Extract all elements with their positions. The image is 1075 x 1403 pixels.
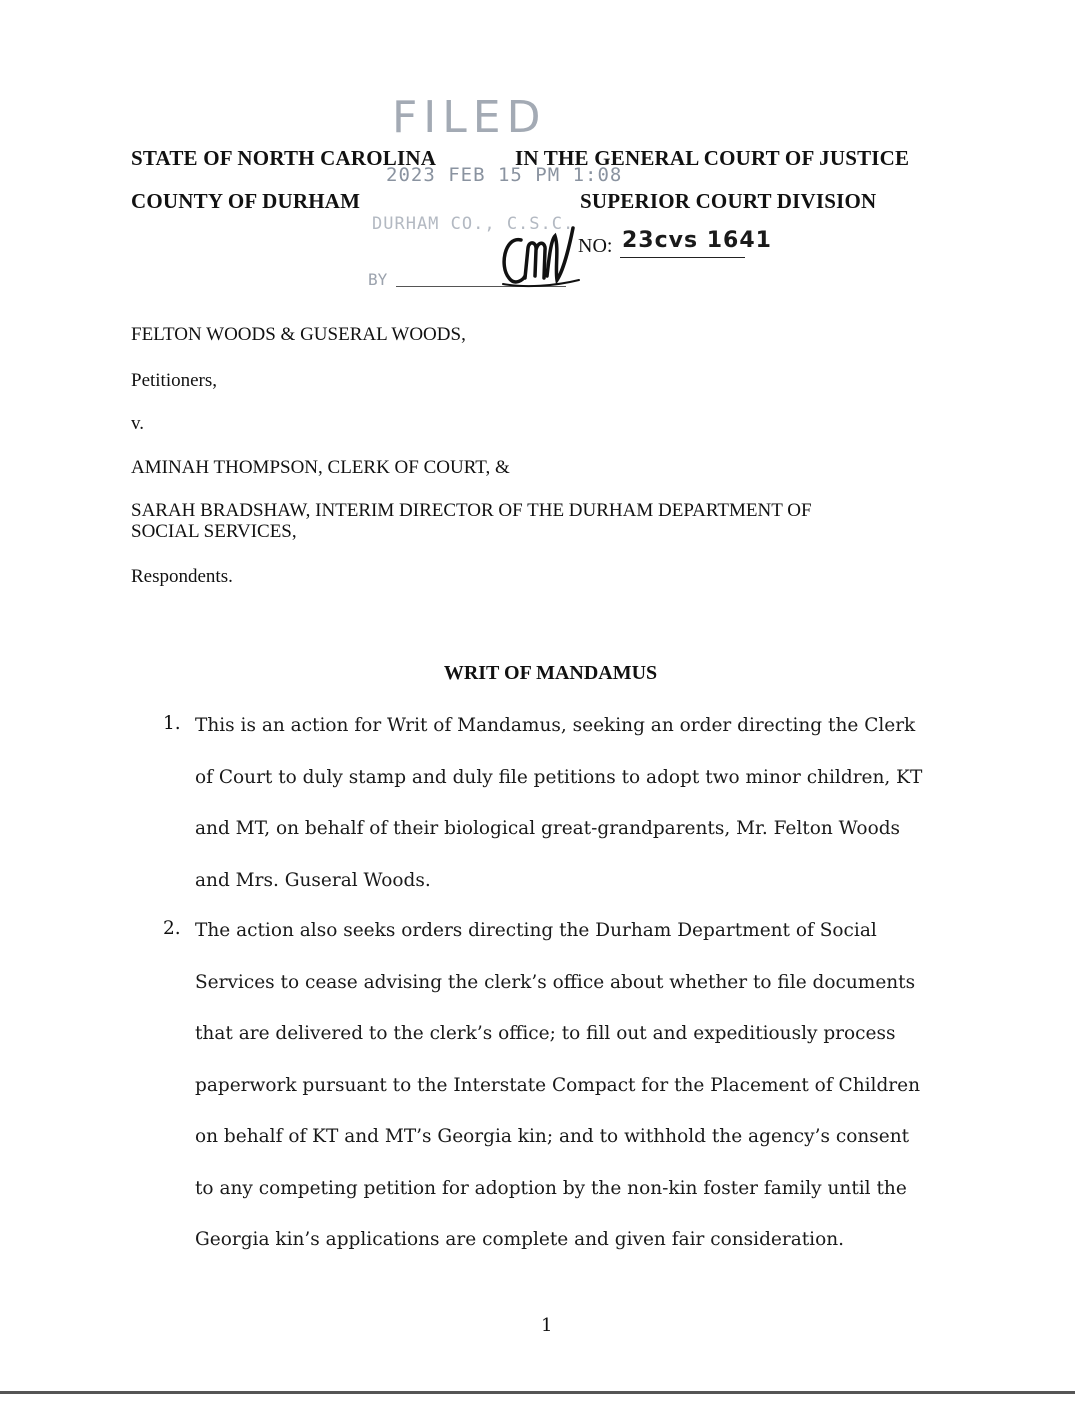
respondent-clerk: AMINAH THOMPSON, CLERK OF COURT, & — [131, 457, 510, 478]
paragraph-1-line: and MT, on behalf of their biological great-grandparents, Mr. Felton Woods — [195, 818, 901, 839]
paragraph-2-number: 2. — [163, 918, 181, 939]
paragraph-2-line: paperwork pursuant to the Interstate Compact for the Placement of Children — [195, 1074, 920, 1096]
petitioners-names: FELTON WOODS & GUSERAL WOODS, — [131, 324, 466, 345]
paragraph-2-line: Georgia kin’s applications are complete and given fair consideration. — [195, 1229, 845, 1250]
page-number: 1 — [541, 1315, 553, 1336]
scan-bottom-edge — [0, 1391, 1075, 1394]
filed-stamp-title: FILED — [392, 92, 547, 143]
respondent-director-line2: SOCIAL SERVICES, — [131, 521, 297, 542]
clerk-initials-signature — [495, 218, 585, 290]
paragraph-2-line: Services to cease advising the clerk’s office about whether to file documents — [195, 971, 916, 993]
paragraph-2-line: on behalf of KT and MT’s Georgia kin; and to withhold the agency’s consent — [195, 1126, 910, 1147]
paragraph-1-line: This is an action for Writ of Mandamus, seeking an order directing the Clerk — [195, 715, 916, 736]
paragraph-1-line: and Mrs. Guseral Woods. — [195, 869, 431, 891]
filed-stamp-by: BY — [368, 270, 388, 289]
paragraph-2 — [195, 905, 920, 1266]
county-heading: COUNTY OF DURHAM — [131, 189, 361, 213]
versus: v. — [131, 413, 145, 434]
paragraph-1 — [195, 700, 922, 906]
paragraph-2-line: The action also seeks orders directing the Durham Department of Social — [195, 920, 877, 941]
filed-stamp-date: 2023 FEB 15 PM 1:08 — [386, 164, 623, 186]
respondent-director-line1: SARAH BRADSHAW, INTERIM DIRECTOR OF THE DURHAM DEPARTMENT OF — [131, 500, 812, 521]
state-heading: STATE OF NORTH CAROLINA — [131, 146, 437, 170]
case-number-value: 23cvs 1641 — [622, 228, 772, 253]
division-heading: SUPERIOR COURT DIVISION — [580, 189, 877, 213]
filed-stamp-county: DURHAM CO., C.S.C. — [372, 214, 575, 234]
paragraph-1-line: of Court to duly stamp and duly file petitions to adopt two minor children, KT — [195, 766, 923, 788]
document-title: WRIT OF MANDAMUS — [443, 662, 658, 684]
case-number-label: NO: — [578, 235, 613, 257]
paragraph-1-number: 1. — [163, 713, 181, 734]
paragraph-2-line: to any competing petition for adoption by the non-kin foster family until the — [195, 1177, 907, 1199]
respondents-label: Respondents. — [131, 566, 233, 587]
paragraph-2-line: that are delivered to the clerk’s office; to fill out and expeditiously process — [195, 1023, 896, 1044]
case-number-underline — [620, 257, 745, 258]
petitioners-label: Petitioners, — [131, 370, 218, 391]
court-heading: IN THE GENERAL COURT OF JUSTICE — [515, 146, 910, 170]
